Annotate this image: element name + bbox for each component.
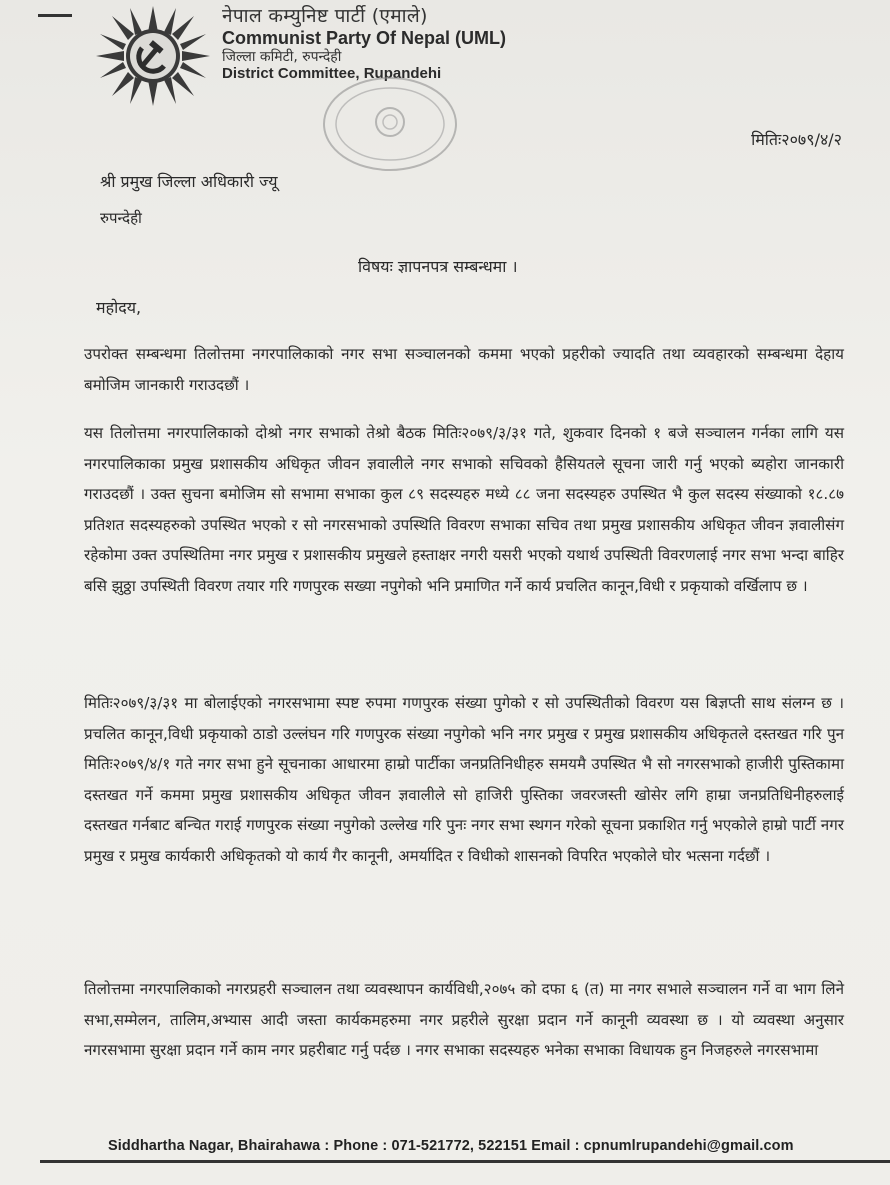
recipient-title: श्री प्रमुख जिल्ला अधिकारी ज्यू: [100, 172, 278, 191]
paragraph-meeting-details: यस तिलोत्तमा नगरपालिकाको दोश्रो नगर सभाको तेश्रो बैठक मितिः२०७९/३/३१ गते, शुकवार दिनको १ बजे सञ्चालन गर्नका लागि यस नगरपालिकाका प्रमुख प्रशासकीय अधिकृत जीवन ज्ञवालीले नगर सभाको सचिवको हैसियतले सूचना जारी गर्नु भएको ब्यहोरा जानकारी गराउदछौं । उक्त सुचना बमोजिम सो सभामा सभाका कुल ८९ सदस्यहरु मध्ये ८८ जना सदस्यहरु उपस्थित भै कुल सदस्य संख्याको १८.८७ प्रतिशत सदस्यहरुको उपस्थित भएको र सो नगरसभाको उपस्थिति विवरण सभाका सचिव तथा प्रमुख प्रशासकीय अधिकृत जीवन ज्ञवालीसंग रहेकोमा उक्त उपस्थितिमा नगर प्रमुख र प्रशासकीय प्रमुखले हस्ताक्षर नगरी यसरी भएको यथार्थ उपस्थिती विवरणलाई नगर सभा भन्दा बाहिर बसि झुठ्ठा उपस्थिती विवरण तयार गरि गणपुरक सख्या नपुगेको भनि प्रमाणित गर्ने कार्य प्रचलित कानून,विधी र प्रकृयाको वर्खिलाप छ ।: [84, 424, 844, 595]
office-seal-stamp: [320, 74, 460, 174]
paragraph-police-procedure: तिलोत्तमा नगरपालिकाको नगरप्रहरी सञ्चालन तथा व्यवस्थापन कार्यविधी,२०७५ को दफा ६ (त) मा नगर सभाले सञ्चालन गर्ने वा भाग लिने सभा,सम्मेलन, तालिम,अभ्यास आदी जस्ता कार्यकमहरुमा नगर प्रहरीले सुरक्षा प्रदान गर्ने कानूनी व्यवस्था छ । यो व्यवस्था अनुसार नगरसभामा सुरक्षा प्रदान गर्ने काम नगर प्रहरीबाट गर्नु पर्दछ । नगर सभाका सदस्यहरु भनेका सभाका विधायक हुन निजहरुले नगरसभामा: [84, 980, 844, 1059]
party-sun-logo: [92, 4, 214, 108]
paragraph-quorum-dispute: मितिः२०७९/३/३१ मा बोलाईएको नगरसभामा स्पष्ट रुपमा गणपुरक संख्या पुगेको र सो उपस्थितीको विवरण यस बिज्ञप्ती साथ संलग्न छ । प्रचलित कानून,विधी प्रकृयाको ठाडो उल्लंघन गरि गणपुरक संख्या नपुगेको भनि नगर प्रमुख र प्रमुख प्रशासकीय अधिकृतले दस्तखत गरि पुन मितिः२०७९/४/१ गते नगर सभा हुने सूचनाका आधारमा हाम्रो पार्टीका जनप्रतिनिधीहरु समयमै उपस्थित भै सो नगरसभाको हाजीरी पुस्तिकामा दस्तखत गर्ने कममा प्रमुख प्रशासकीय अधिकृत जीवन ज्ञवालीले सो हाजिरी पुस्तिका जवरजस्ती खोसेर लगि हाम्रा जनप्रतिधिनीहरुलाई दस्तखत गर्नबाट बन्चित गराई गणपुरक संख्या नपुगेको उल्लेख गरि पुनः नगर सभा स्थगन गरेको सूचना प्रकाशित गर्नु भएकोले हाम्रो पार्टी नगर प्रमुख र प्रमुख कार्यकारी अधिकृतको यो कार्य गैर कानूनी, अमर्यादित र विधीको शासनको विपरित भएकोले घोर भत्सना गर्दछौं ।: [84, 694, 844, 865]
committee-english: District Committee, Rupandehi: [222, 64, 442, 82]
footer-rule: [40, 1160, 890, 1163]
salutation: महोदय,: [96, 298, 142, 317]
top-dash: [38, 14, 72, 17]
party-name-nepali: नेपाल कम्युनिष्ट पार्टी (एमाले): [222, 5, 428, 27]
committee-nepali: जिल्ला कमिटी, रुपन्देही: [222, 48, 342, 65]
paragraph-intro: उपरोक्त सम्बन्धमा तिलोत्तमा नगरपालिकाको नगर सभा सञ्चालनको कममा भएको प्रहरीको ज्यादति तथा व्यवहारको सम्बन्धमा देहाय बमोजिम जानकारी गराउदछौं ।: [84, 345, 844, 394]
letterhead: [222, 6, 506, 82]
letter-subject: विषयः ज्ञापनपत्र सम्बन्धमा ।: [358, 257, 518, 276]
letter-date: मितिः२०७९/४/२: [751, 130, 842, 149]
footer-contact: Siddhartha Nagar, Bhairahawa : Phone : 071-521772, 522151 Email : cpnumlrupandehi@gmail.com: [108, 1138, 794, 1154]
party-name-english: Communist Party Of Nepal (UML): [222, 27, 507, 48]
recipient-location: रुपन्देही: [100, 209, 142, 227]
